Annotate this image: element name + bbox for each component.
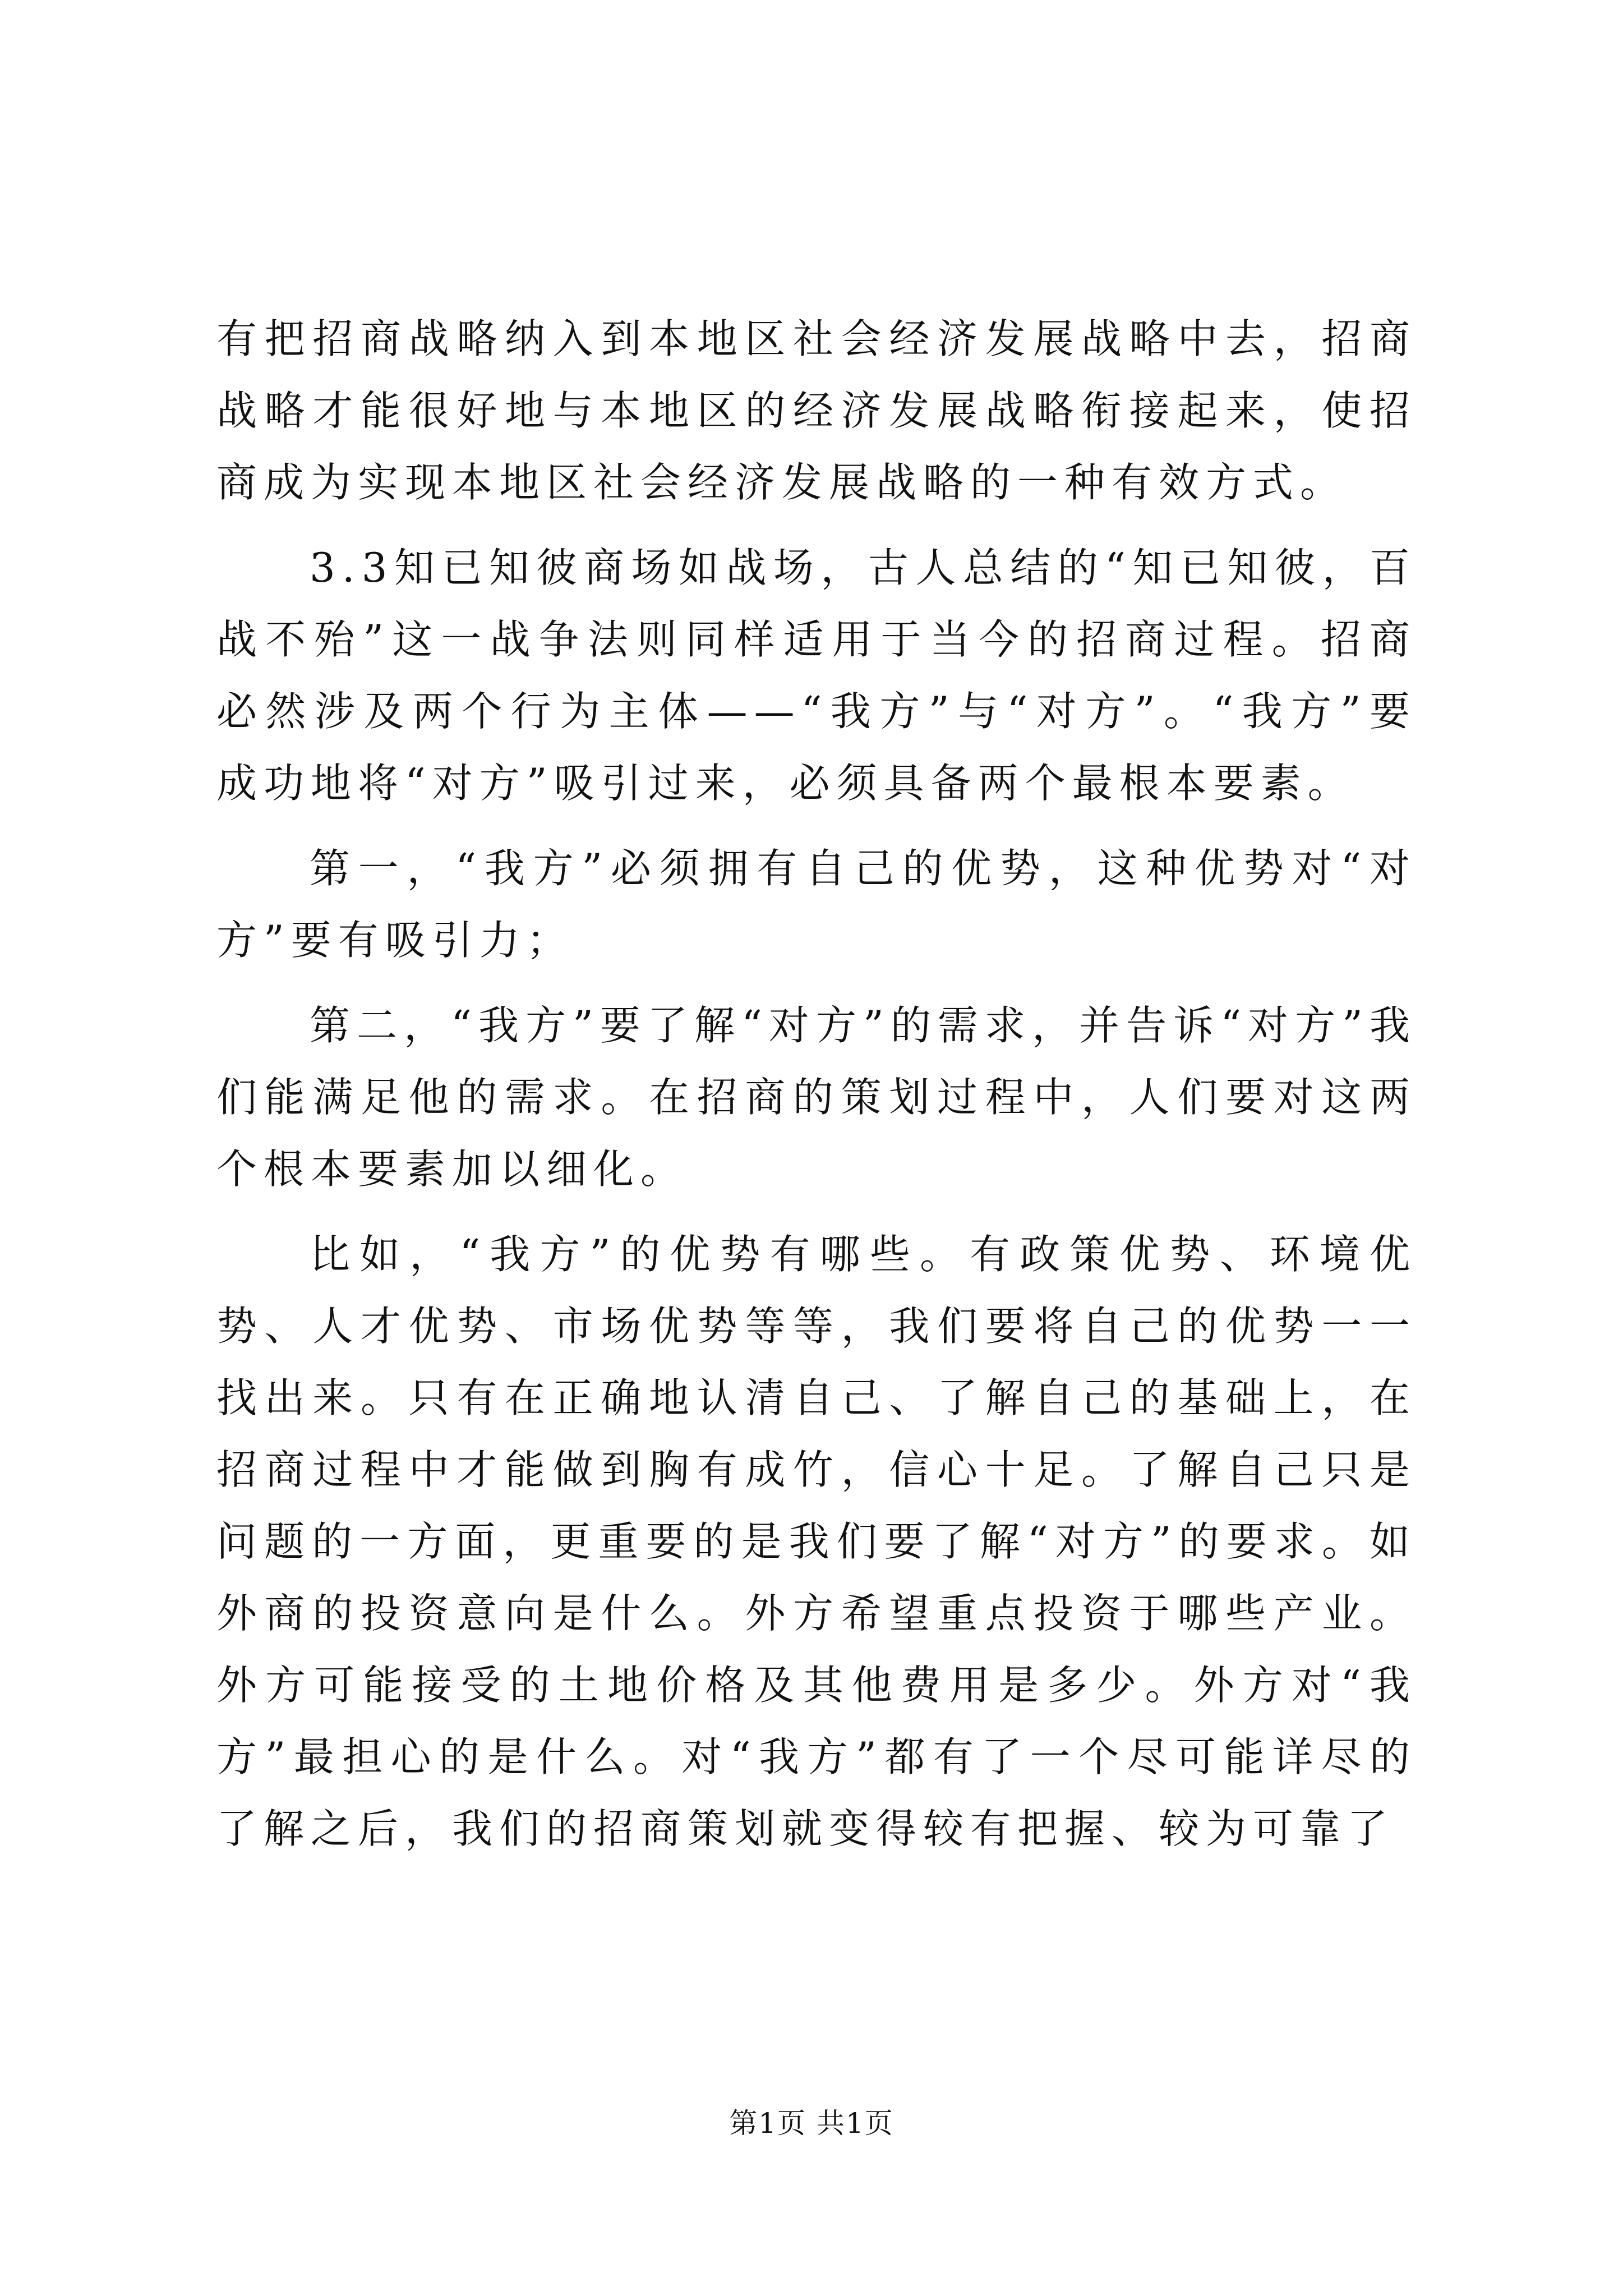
page-footer: 第1页 共1页	[729, 2107, 894, 2139]
paragraph-1: 有把招商战略纳入到本地区社会经济发展战略中去，招商战略才能很好地与本地区的经济发展战略衔接起来，使招商成为实现本地区社会经济发展战略的一种有效方式。	[216, 315, 1417, 506]
paragraph-2: 3.3知已知彼商场如战场，古人总结的“知已知彼，百战不殆”这一战争法则同样适用于当今的招商过程。招商必然涉及两个行为主体——“我方”与“对方”。“我方”要成功地将“对方”吸引过来，必须具备两个最根本要素。	[216, 544, 1417, 807]
paragraph-3: 第一，“我方”必须拥有自己的优势，这种优势对“对方”要有吸引力；	[216, 845, 1417, 964]
paragraph-4: 第二，“我方”要了解“对方”的需求，并告诉“对方”我们能满足他的需求。在招商的策划过程中，人们要对这两个根本要素加以细化。	[216, 1002, 1417, 1193]
document-body	[216, 303, 1417, 1878]
paragraph-5: 比如，“我方”的优势有哪些。有政策优势、环境优势、人才优势、市场优势等等，我们要将自己的优势一一找出来。只有在正确地认清自己、了解自己的基础上，在招商过程中才能做到胸有成竹，信心十足。了解自己只是问题的一方面，更重要的是我们要了解“对方”的要求。如外商的投资意向是什么。外方希望重点投资于哪些产业。外方可能接受的土地价格及其他费用是多少。外方对“我方”最担心的是什么。对“我方”都有了一个尽可能详尽的了解之后，我们的招商策划就变得较有把握、较为可靠了	[216, 1231, 1417, 1852]
